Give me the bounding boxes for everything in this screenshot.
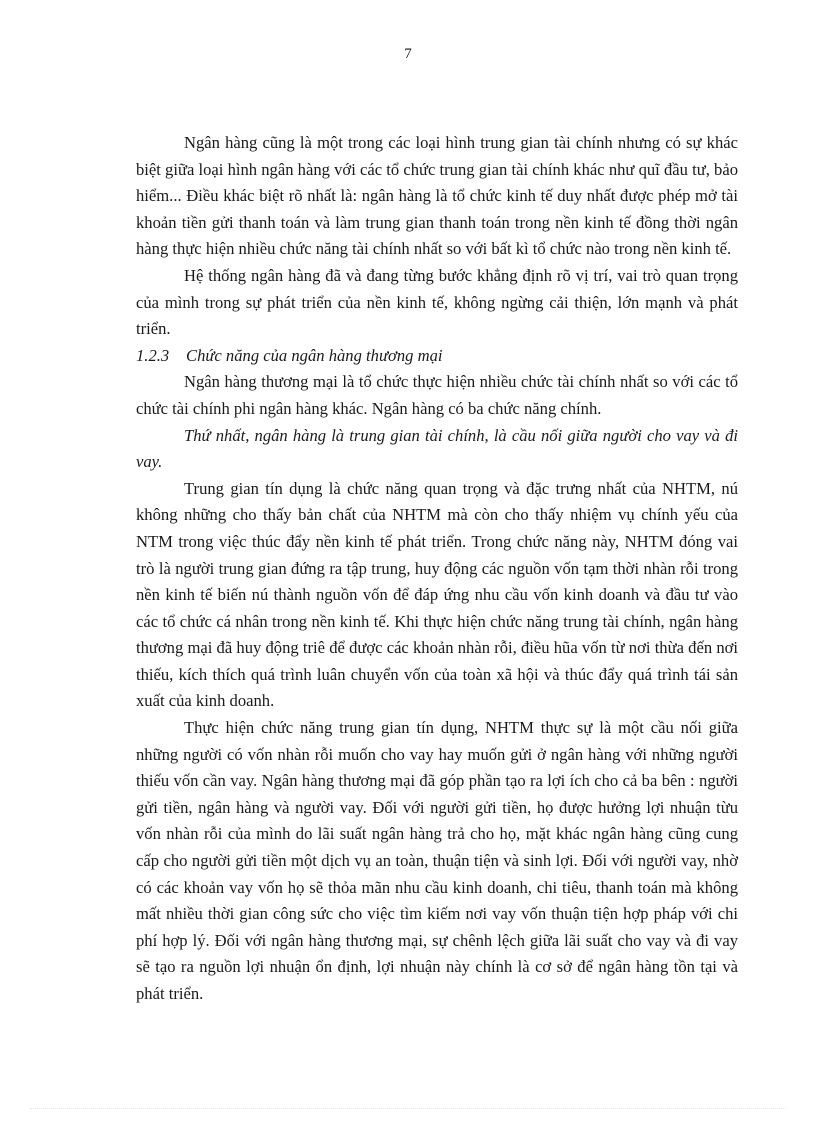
paragraph-banking-system: Hệ thống ngân hàng đã và đang từng bước khẳng định rõ vị trí, vai trò quan trọng của mình trong sự phát triển của nền kinh tế, không ngừng cải thiện, lớn mạnh và phát triển. bbox=[136, 265, 738, 339]
paragraph-first-function: Thứ nhất, ngân hàng là trung gian tài chính, là cầu nối giữa người cho vay và đi vay. bbox=[136, 425, 738, 472]
section-heading bbox=[136, 343, 738, 370]
page-number: 7 bbox=[404, 46, 412, 62]
paragraph-intro: Ngân hàng cũng là một trong các loại hình trung gian tài chính nhưng có sự khác biệt giữa loại hình ngân hàng với các tổ chức trung gian tài chính khác như quĩ đầu tư, bảo hiểm... Điều khác biệt rõ nhất là: ngân hàng là tổ chức kinh tế duy nhất được phép mở tài khoản tiền gửi thanh toán và làm trung gian thanh toán trong nền kinh tế đồng thời ngân hàng thực hiện nhiều chức năng tài chính nhất so với bất kì tổ chức nào trong nền kinh tế. bbox=[136, 133, 738, 259]
paragraph-functions: Ngân hàng thương mại là tổ chức thực hiện nhiều chức tài chính nhất so với các tổ chức tài chính phi ngân hàng khác. Ngân hàng có ba chức năng chính. bbox=[136, 372, 738, 418]
section-number: 1.2.3 bbox=[136, 345, 170, 365]
paragraph-bridge: Thực hiện chức năng trung gian tín dụng, NHTM thực sự là một cầu nối giữa những người có vốn nhàn rỗi muốn cho vay hay muốn gửi ở ngân hàng với những người thiếu vốn cần vay. Ngân hàng thương mại đã góp phần tạo ra lợi ích cho cả ba bên : người gửi tiền, ngân hàng và người vay. Đối với người gửi tiền, họ được hưởng lợi nhuận từu vốn nhàn rỗi của mình do lãi suất ngân hàng trả cho họ, mặt khác ngân hàng cũng cung cấp cho người gửi tiền một dịch vụ an toàn, thuận tiện và sinh lợi. Đối với người vay, nhờ có các khoản vay vốn họ sẽ thỏa mãn nhu cầu kinh doanh, chi tiêu, thanh toán mà không mất nhiều thời gian công sức cho việc tìm kiếm nơi vay vốn thuận tiện hợp pháp với chi phí hợp lý. Đối với ngân hàng thương mại, sự chênh lệch giữa lãi suất cho vay và đi vay sẽ tạo ra nguồn lợi nhuận ổn định, lợi nhuận này chính là cơ sở để ngân hàng tồn tại và phát triển. bbox=[136, 718, 738, 1003]
page-bottom-divider bbox=[30, 1108, 786, 1109]
document-body bbox=[136, 130, 738, 1008]
section-title: Chức năng của ngân hàng thương mại bbox=[186, 345, 443, 365]
paragraph-credit-intermediary: Trung gian tín dụng là chức năng quan trọng và đặc trưng nhất của NHTM, nú không những cho thấy bản chất của NHTM mà còn cho thấy nhiệm vụ chính yếu của NTM trong việc thúc đẩy nền kinh tế phát triển. Trong chức năng này, NHTM đóng vai trò là người trung gian đứng ra tập trung, huy động các nguồn vốn tạm thời nhàn rỗi trong nền kinh tế biến nú thành nguồn vốn để đáp ứng nhu cầu vốn kinh doanh và đầu tư vào các tổ chức cá nhân trong nền kinh tế. Khi thực hiện chức năng trung tài chính, ngân hàng thương mại đã huy động triê để được các khoản nhàn rỗi, điều hũa vốn từ nơi thừa đến nơi thiếu, kích thích quá trình luân chuyển vốn của toàn xã hội và thúc đẩy quá trình tái sản xuất của kinh doanh. bbox=[136, 478, 738, 711]
